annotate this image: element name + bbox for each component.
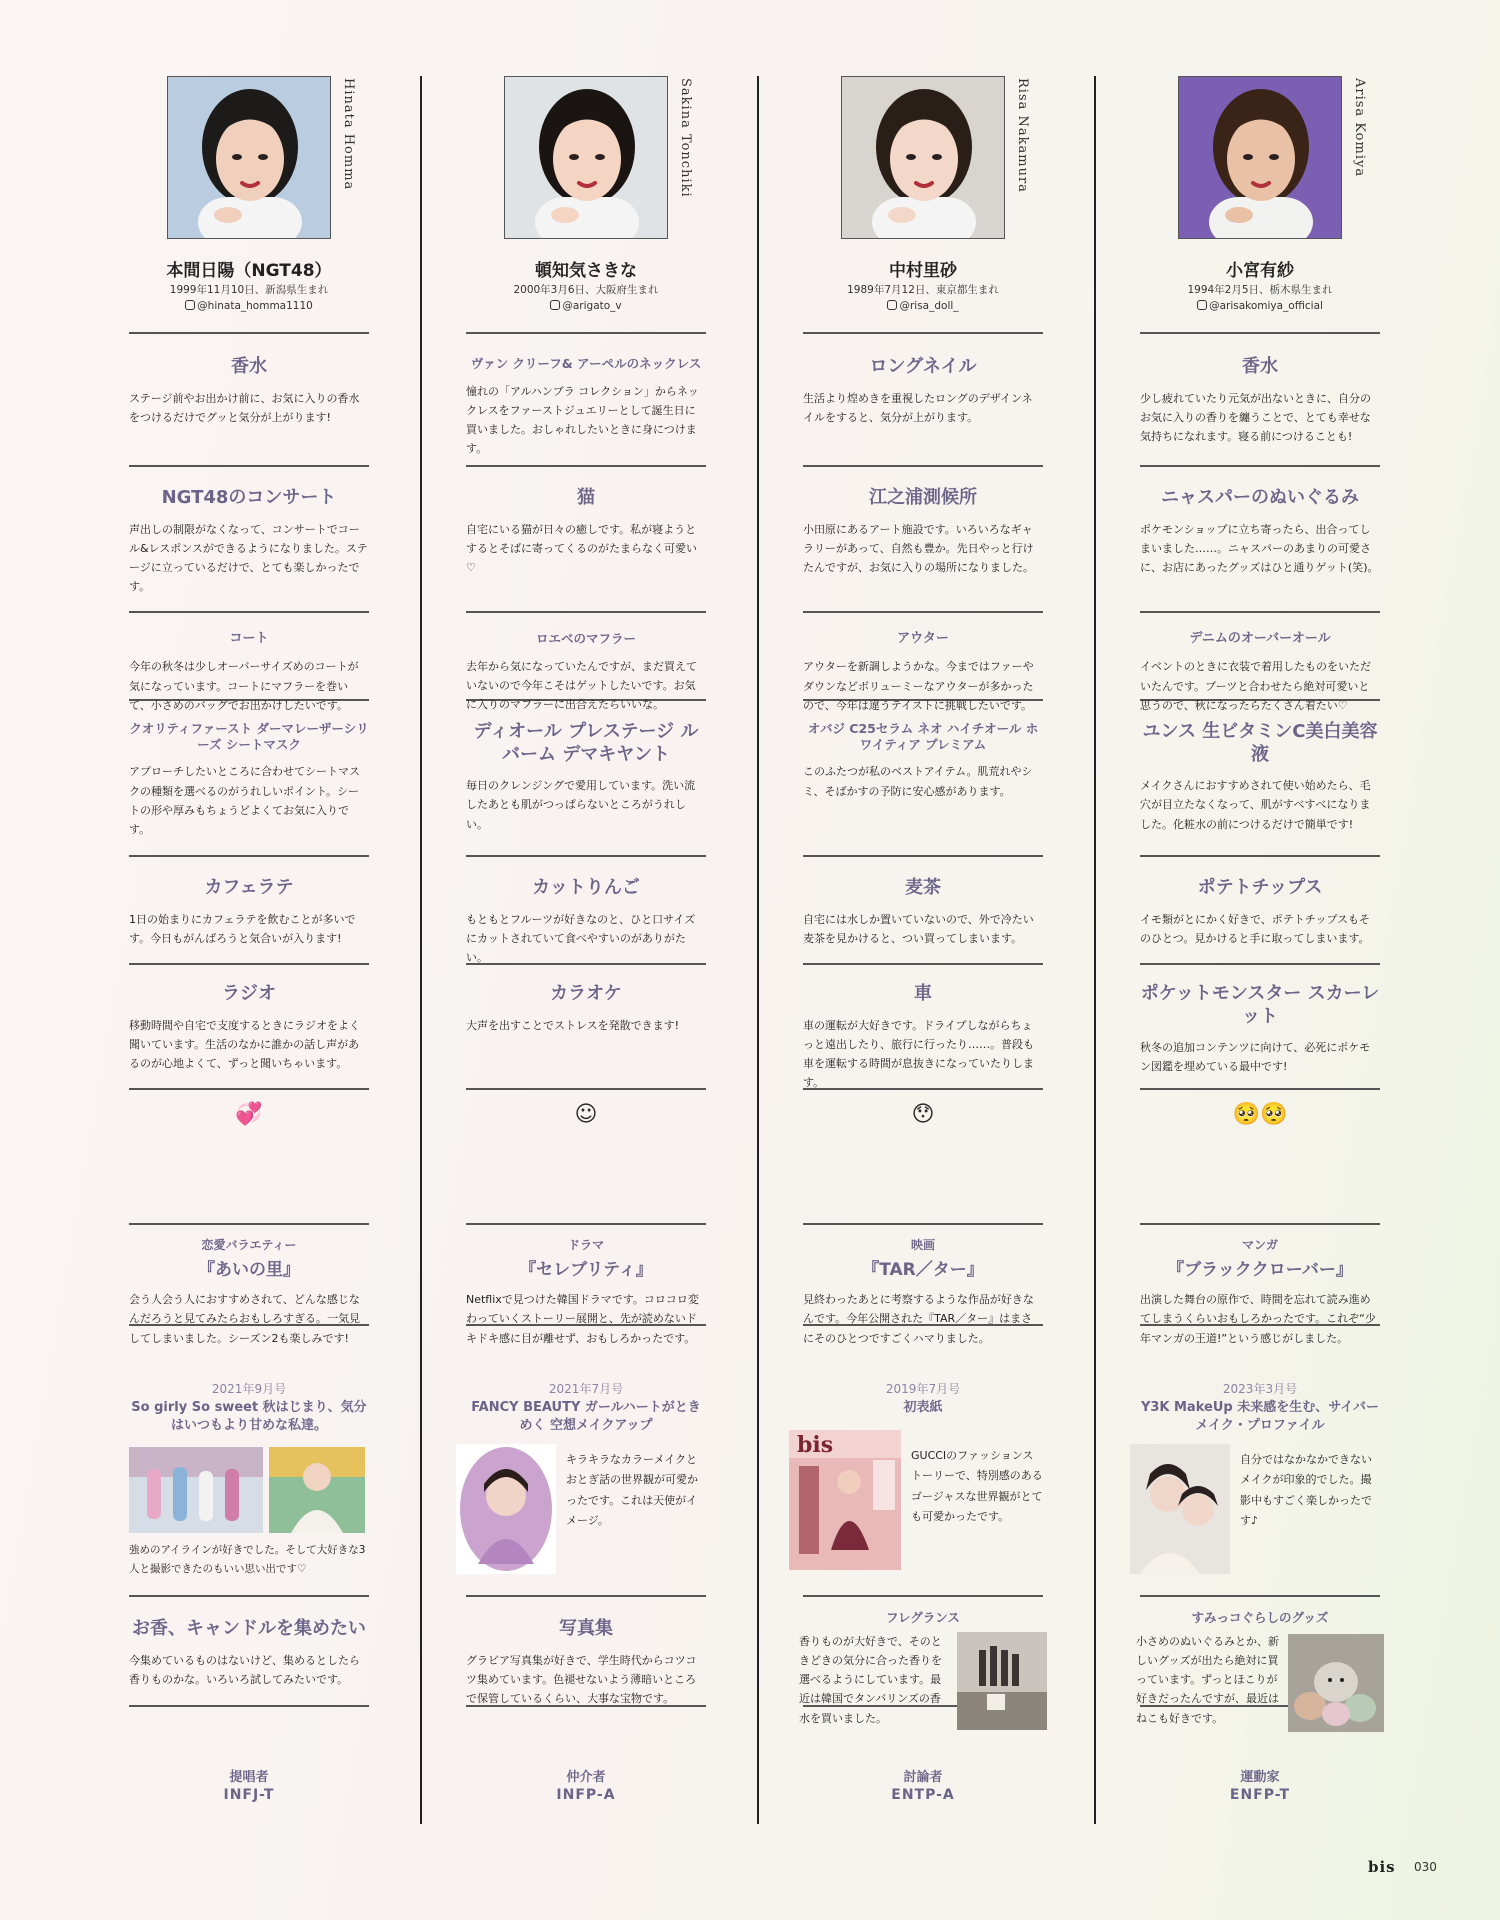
collect-title: お香、キャンドルを集めたい bbox=[132, 1618, 366, 1639]
favorite-item bbox=[803, 721, 1043, 801]
section-rule bbox=[1140, 963, 1380, 965]
section-rule bbox=[129, 963, 369, 965]
back-issue bbox=[1140, 1380, 1380, 1434]
section-rule bbox=[803, 465, 1043, 467]
section-rule bbox=[129, 465, 369, 467]
mbti-role: 討論者 bbox=[903, 1770, 943, 1785]
work-title: 『あいの里』 bbox=[198, 1260, 300, 1280]
romaji-name: Sakina Tonchiki bbox=[678, 78, 693, 198]
issue-figure bbox=[797, 1430, 1043, 1574]
collect-item bbox=[799, 1610, 1043, 1734]
instagram-label: @arisakomiya_official bbox=[1209, 300, 1323, 312]
work-title: 『TAR／ター』 bbox=[862, 1260, 984, 1280]
feature-title: So girly So sweet 秋はじまり、気分はいつもより甘めな私達。 bbox=[131, 1400, 367, 1433]
work-body: 出演した舞台の原作で、時間を忘れて読み進めてしまうくらいおもしろかったです。これぞ“少年マンガの王道!”という感じがしました。 bbox=[1140, 1293, 1376, 1345]
issue-date: 2021年7月号 bbox=[548, 1382, 624, 1396]
section-rule bbox=[129, 855, 369, 857]
work-body: 見終わったあとに考察するような作品が好きなんです。今年公開された『TAR／ター』はまさにそのひとつですごくハマりました。 bbox=[803, 1293, 1034, 1345]
collect-row bbox=[1136, 1632, 1384, 1736]
favorite-item bbox=[129, 877, 369, 948]
item-title: ディオール プレステージ ル バーム デマキヤント bbox=[473, 721, 699, 765]
favorite-item bbox=[466, 356, 706, 459]
item-body: 生活より煌めきを重視したロングのデザインネイルをすると、気分が上がります。 bbox=[803, 391, 1033, 424]
profile-column bbox=[757, 76, 1094, 1824]
item-title: ロエベのマフラー bbox=[535, 631, 636, 646]
birth-info: 1999年11月10日、新潟県生まれ bbox=[169, 284, 329, 296]
person-name: 中村里砂 bbox=[889, 261, 957, 281]
instagram-label: @risa_doll_ bbox=[899, 300, 959, 312]
back-issue bbox=[129, 1380, 369, 1434]
issue-date: 2019年7月号 bbox=[885, 1382, 961, 1396]
item-body: 自宅には水しか置いていないので、外で冷たい麦茶を見かけると、つい買ってしまいます。 bbox=[803, 912, 1034, 945]
section-rule bbox=[466, 1088, 706, 1090]
favorite-work bbox=[803, 1236, 1043, 1348]
portrait-photo bbox=[167, 76, 331, 239]
person-name: 頓知気さきな bbox=[535, 261, 637, 281]
favorite-item bbox=[129, 631, 369, 715]
birth-info: 2000年3月6日、大阪府生まれ bbox=[513, 284, 659, 296]
section-rule bbox=[1140, 855, 1380, 857]
favorite-item bbox=[129, 356, 369, 427]
item-body: 車の運転が大好きです。ドライブしながらちょっと遠出したり、旅行に行ったり……。普段も車を運転する時間が息抜きになっていたりします。 bbox=[803, 1018, 1034, 1090]
item-title: アウター bbox=[897, 631, 949, 646]
work-body: 会う人会う人におすすめされて、どんな感じなんだろうと見てみたらおもしろすぎる。一気見してしまいました。シーズン2も楽しみです! bbox=[129, 1293, 360, 1345]
cover-logo-text: bis bbox=[797, 1432, 834, 1458]
item-body: 声出しの制限がなくなって、コンサートでコール&レスポンスができるようになりました。ステージに立っているだけで、とても楽しかったです。 bbox=[129, 522, 368, 594]
work-category: 映画 bbox=[910, 1238, 935, 1252]
instagram-handle[interactable] bbox=[119, 300, 379, 312]
profile-content bbox=[797, 76, 1043, 1824]
mood-emoji: 🥺🥺 bbox=[1232, 1102, 1288, 1127]
mood-emoji: 😯 bbox=[911, 1102, 935, 1127]
item-body: ステージ前やお出かけ前に、お気に入りの香水をつけるだけでグッと気分が上がります! bbox=[129, 391, 360, 424]
collect-body: 今集めているものはないけど、集めるとしたら香りものかな。いろいろ試してみたいです。 bbox=[129, 1653, 360, 1686]
favorite-item bbox=[803, 356, 1043, 427]
feature-title: FANCY BEAUTY ガールハートがときめく 空想メイクアップ bbox=[471, 1400, 701, 1433]
item-body: 大声を出すことでストレスを発散できます! bbox=[466, 1018, 680, 1032]
item-body: 移動時間や自宅で支度するときにラジオをよく聞いています。生活のなかに誰かの話し声があるのが心地よくて、ずっと聞いちゃいます。 bbox=[129, 1018, 360, 1070]
item-body: イベントのときに衣装で着用したものをいただいたんです。ブーツと合わせたら絶対可愛いと思うので、秋になったらたくさん着たい♡ bbox=[1140, 660, 1371, 712]
romaji-name: Arisa Komiya bbox=[1352, 78, 1367, 178]
favorite-item bbox=[803, 487, 1043, 577]
mbti-code: INFP-A bbox=[556, 1787, 616, 1803]
feature-title: Y3K MakeUp 未来感を生む、サイバーメイク・プロファイル bbox=[1140, 1400, 1380, 1433]
issue-thumbnail bbox=[129, 1447, 369, 1537]
item-body: アプローチしたいところに合わせてシートマスクの種類を選べるのがうれしいポイント。シートの形や厚みもちょうどよくてお気に入りです。 bbox=[129, 765, 360, 836]
romaji-name: Hinata Homma bbox=[341, 78, 356, 191]
issue-thumbnail bbox=[456, 1444, 556, 1578]
item-body: 憧れの「アルハンブラ コレクション」からネックレスをファーストジュエリーとして誕生日に買いました。おしゃれしたいときに身につけます。 bbox=[466, 384, 699, 456]
item-body: アウターを新調しようかな。今まではファーやダウンなどボリューミーなアウターが多かったので、今年は違うテイストに挑戦したいです。 bbox=[803, 660, 1034, 712]
favorite-work bbox=[466, 1236, 706, 1348]
issue-thumbnail bbox=[789, 1430, 901, 1574]
figure-caption: GUCCIのファッションストーリーで、特別感のあるゴージャスな世界観がとても可愛かったです。 bbox=[911, 1449, 1043, 1524]
favorite-item bbox=[129, 721, 369, 839]
person-name: 小宮有紗 bbox=[1226, 261, 1294, 281]
work-category: 恋愛バラエティー bbox=[201, 1238, 297, 1252]
collect-item bbox=[129, 1618, 369, 1689]
collect-thumbnail bbox=[957, 1632, 1047, 1734]
section-rule bbox=[466, 855, 706, 857]
section-rule bbox=[466, 332, 706, 334]
item-title: カフェラテ bbox=[204, 877, 294, 898]
issue-figure bbox=[129, 1447, 369, 1580]
item-body: メイクさんにおすすめされて使い始めたら、毛穴が目立たなくなって、肌がすべすべになりました。化粧水の前につけるだけで簡単です! bbox=[1140, 779, 1371, 831]
favorite-work bbox=[1140, 1236, 1380, 1348]
favorite-item bbox=[1140, 487, 1380, 577]
collect-item bbox=[466, 1618, 706, 1708]
birth-info: 1994年2月5日、栃木県生まれ bbox=[1187, 284, 1333, 296]
issue-date: 2023年3月号 bbox=[1222, 1382, 1298, 1396]
section-rule bbox=[129, 611, 369, 613]
mbti-code: INFJ-T bbox=[223, 1787, 275, 1803]
collect-title: 写真集 bbox=[559, 1618, 613, 1639]
favorite-item bbox=[803, 877, 1043, 948]
item-title: クオリティファースト ダーマレーザーシリーズ シートマスク bbox=[129, 721, 369, 752]
mbti-code: ENFP-T bbox=[1229, 1787, 1291, 1803]
mbti-role: 運動家 bbox=[1240, 1770, 1280, 1785]
back-issue bbox=[803, 1380, 1043, 1417]
work-category: ドラマ bbox=[567, 1238, 604, 1252]
item-body: 今年の秋冬は少しオーバーサイズめのコートが気になっています。コートにマフラーを巻いて、小さめのバッグでお出かけしたいです。 bbox=[129, 660, 359, 712]
favorite-item bbox=[466, 983, 706, 1035]
figure-caption: キラキラなカラーメイクとおとぎ話の世界観が可愛かったです。これは天使がイメージ。 bbox=[566, 1453, 698, 1528]
favorite-item bbox=[1140, 983, 1380, 1077]
mbti-role: 仲介者 bbox=[566, 1770, 606, 1785]
section-rule bbox=[129, 1705, 369, 1707]
item-body: このふたつが私のベストアイテム。肌荒れやシミ、そばかすの予防に安心感があります。 bbox=[803, 765, 1033, 798]
instagram-icon bbox=[550, 300, 560, 310]
section-rule bbox=[1140, 1595, 1380, 1597]
item-title: ユンス 生ビタミンC美白美容液 bbox=[1142, 721, 1378, 765]
personality-type bbox=[466, 1766, 706, 1803]
mood-emoji: ☺ bbox=[574, 1102, 598, 1127]
mood-emoji: 💞 bbox=[235, 1102, 263, 1127]
instagram-icon bbox=[185, 300, 195, 310]
item-title: 香水 bbox=[1242, 356, 1278, 377]
section-rule bbox=[466, 1223, 706, 1225]
section-rule bbox=[466, 465, 706, 467]
collect-row bbox=[799, 1632, 1047, 1734]
item-body: 毎日のクレンジングで愛用しています。洗い流したあとも肌がつっぱらないところがうれしい。 bbox=[466, 779, 696, 831]
favorite-item bbox=[129, 487, 369, 597]
mbti-role: 提唱者 bbox=[229, 1770, 269, 1785]
personality-type bbox=[1140, 1766, 1380, 1803]
item-body: 小田原にあるアート施設です。いろいろなギャラリーがあって、自然も豊か。先日やっと行けたんですが、お気に入りの場所になりました。 bbox=[803, 522, 1034, 574]
favorite-item bbox=[466, 877, 706, 967]
issue-figure bbox=[466, 1444, 706, 1578]
work-body: Netflixで見つけた韓国ドラマです。コロコロ変わっていくストーリー展開と、先が読めないドキドキ感に目が離せず、おもしろかったです。 bbox=[466, 1293, 699, 1345]
section-rule bbox=[129, 1088, 369, 1090]
section-rule bbox=[803, 332, 1043, 334]
section-rule bbox=[1140, 332, 1380, 334]
item-title: カラオケ bbox=[550, 983, 622, 1004]
issue-figure bbox=[1140, 1444, 1380, 1578]
instagram-label: @arigato_v bbox=[562, 300, 622, 312]
item-body: イモ類がとにかく好きで、ポテトチップスもそのひとつ。見かけると手に取ってしまいます。 bbox=[1140, 912, 1371, 945]
collect-title: フレグランス bbox=[886, 1610, 960, 1625]
favorite-item bbox=[1140, 631, 1380, 715]
item-body: もともとフルーツが好きなのと、ひと口サイズにカットされていて食べやすいのがありがたい。 bbox=[466, 912, 696, 964]
section-rule bbox=[803, 1595, 1043, 1597]
item-body: 少し疲れていたり元気が出ないときに、自分のお気に入りの香りを纏うことで、とても幸せな気持ちになれます。寝る前につけることも! bbox=[1140, 391, 1371, 443]
section-rule bbox=[129, 1595, 369, 1597]
section-rule bbox=[129, 1223, 369, 1225]
magazine-logo: bis bbox=[1368, 1858, 1396, 1876]
item-title: カットりんご bbox=[532, 877, 640, 898]
favorite-item bbox=[1140, 721, 1380, 834]
item-body: 秋冬の追加コンテンツに向けて、必死にポケモン図鑑を埋めている最中です! bbox=[1140, 1041, 1371, 1074]
romaji-name: Risa Nakamura bbox=[1015, 78, 1030, 193]
item-title: 江之浦測候所 bbox=[869, 487, 977, 508]
instagram-icon bbox=[1197, 300, 1207, 310]
collect-body: 小さめのぬいぐるみとか、新しいグッズが出たら絶対に買っています。ずっとほこりが好きだったんですが、最近はねこも好きです。 bbox=[1136, 1634, 1279, 1725]
feature-title: 初表紙 bbox=[903, 1400, 943, 1415]
section-rule bbox=[1140, 611, 1380, 613]
item-title: ポケットモンスター スカーレット bbox=[1140, 983, 1380, 1027]
item-title: 麦茶 bbox=[905, 877, 941, 898]
item-body: 去年から気になっていたんですが、まだ買えていないので今年こそはゲットしたいです。お気に入りのマフラーに出合えたらいいな。 bbox=[466, 659, 697, 712]
instagram-icon bbox=[887, 300, 897, 310]
work-title: 『ブラッククローバー』 bbox=[1167, 1260, 1353, 1280]
favorite-item bbox=[129, 983, 369, 1073]
item-body: 自宅にいる猫が日々の癒しです。私が寝ようとするとそばに寄ってくるのがたまらなく可愛い♡ bbox=[466, 522, 697, 574]
section-rule bbox=[803, 963, 1043, 965]
item-title: コート bbox=[229, 631, 269, 646]
instagram-label: @hinata_homma1110 bbox=[197, 300, 313, 312]
portrait-photo bbox=[1178, 76, 1342, 239]
instagram-handle[interactable] bbox=[1130, 300, 1390, 312]
figure-caption: 自分ではなかなかできないメイクが印象的でした。撮影中もすごく楽しかったです♪ bbox=[1240, 1453, 1372, 1528]
favorite-item bbox=[803, 631, 1043, 715]
item-title: 車 bbox=[914, 983, 932, 1004]
favorite-item bbox=[466, 631, 706, 714]
favorite-item bbox=[1140, 356, 1380, 446]
item-title: ロングネイル bbox=[869, 356, 977, 377]
mbti-code: ENTP-A bbox=[891, 1787, 955, 1803]
section-rule bbox=[466, 1595, 706, 1597]
section-rule bbox=[1140, 1223, 1380, 1225]
item-title: オバジ C25セラム ネオ ハイチオール ホワイティア プレミアム bbox=[807, 721, 1039, 752]
item-title: 猫 bbox=[577, 487, 595, 508]
instagram-handle[interactable] bbox=[793, 300, 1053, 312]
favorite-item bbox=[1140, 877, 1380, 948]
section-rule bbox=[803, 611, 1043, 613]
section-rule bbox=[1140, 1088, 1380, 1090]
portrait-photo bbox=[841, 76, 1005, 239]
profile-content bbox=[129, 76, 369, 1824]
favorite-item bbox=[466, 487, 706, 577]
section-rule bbox=[803, 855, 1043, 857]
issue-thumbnail bbox=[1130, 1444, 1230, 1578]
item-body: ポケモンショップに立ち寄ったら、出合ってしまいました……。ニャスパーのあまりの可愛さに、お店にあったグッズはひと通りゲット(笑)。 bbox=[1140, 522, 1379, 574]
item-title: ニャスパーのぬいぐるみ bbox=[1161, 487, 1359, 508]
personality-type bbox=[129, 1766, 369, 1803]
instagram-handle[interactable] bbox=[456, 300, 716, 312]
work-category: マンガ bbox=[1241, 1238, 1278, 1252]
section-rule bbox=[129, 332, 369, 334]
collect-item bbox=[1136, 1610, 1380, 1736]
section-rule bbox=[803, 1223, 1043, 1225]
item-title: NGT48のコンサート bbox=[161, 487, 337, 508]
item-title: 香水 bbox=[231, 356, 267, 377]
item-body: 1日の始まりにカフェラテを飲むことが多いです。今日もがんばろうと気合いが入ります! bbox=[129, 912, 356, 945]
section-rule bbox=[466, 611, 706, 613]
profile-column bbox=[420, 76, 757, 1824]
personality-type bbox=[803, 1766, 1043, 1803]
item-title: ヴァン クリーフ& アーペルのネックレス bbox=[470, 356, 702, 371]
page-columns bbox=[126, 76, 1381, 1824]
portrait-photo bbox=[504, 76, 668, 239]
work-title: 『セレブリティ』 bbox=[519, 1260, 653, 1280]
collect-title: すみっコぐらしのグッズ bbox=[1191, 1610, 1329, 1625]
profile-column bbox=[126, 76, 420, 1824]
page-number: 030 bbox=[1414, 1860, 1437, 1874]
figure-caption: 強めのアイラインが好きでした。そして大好きな3人と撮影できたのもいい思い出です♡ bbox=[129, 1544, 366, 1576]
profile-column bbox=[1094, 76, 1431, 1824]
collect-thumbnail bbox=[1288, 1634, 1384, 1736]
favorite-work bbox=[129, 1236, 369, 1348]
birth-info: 1989年7月12日、東京都生まれ bbox=[847, 284, 999, 296]
favorite-item bbox=[466, 721, 706, 834]
section-rule bbox=[1140, 465, 1380, 467]
item-title: ポテトチップス bbox=[1197, 877, 1323, 898]
favorite-item bbox=[803, 983, 1043, 1093]
back-issue bbox=[466, 1380, 706, 1434]
profile-content bbox=[1136, 76, 1380, 1824]
person-name: 本間日陽（NGT48） bbox=[166, 261, 332, 281]
issue-date: 2021年9月号 bbox=[211, 1382, 287, 1396]
item-title: ラジオ bbox=[222, 983, 276, 1004]
profile-content bbox=[466, 76, 706, 1824]
item-title: デニムのオーバーオール bbox=[1189, 631, 1331, 646]
collect-body: 香りものが大好きで、そのときどきの気分に合った香りを選べるようにしています。最近は韓国でタンバリンズの香水を買いました。 bbox=[799, 1634, 942, 1725]
collect-body: グラビア写真集が好きで、学生時代からコツコツ集めています。色褪せないよう薄暗いところで保管しているくらい、大事な宝物です。 bbox=[466, 1653, 697, 1705]
